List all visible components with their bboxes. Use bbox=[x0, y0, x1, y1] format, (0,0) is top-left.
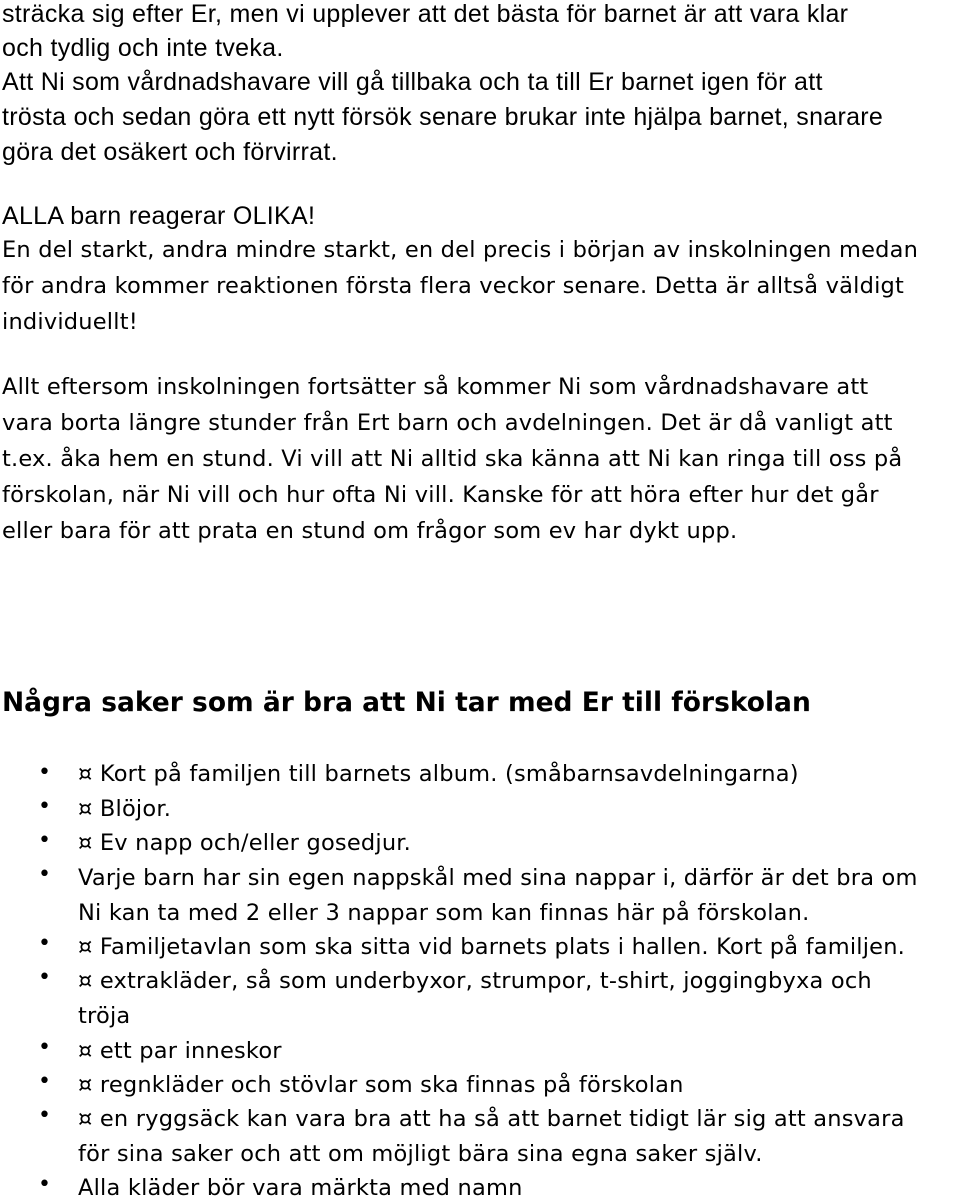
list-item-backpack: ¤ en ryggsäck kan vara bra att ha så att barnet tidigt lär sig att ansvara bbox=[78, 1106, 905, 1132]
reaction-line-2: för andra kommer reaktionen första flera veckor senare. Detta är alltså väldigt bbox=[2, 273, 905, 299]
alla-barn-line: ALLA barn reagerar OLIKA! bbox=[2, 202, 316, 230]
contact-line-3: t.ex. åka hem en stund. Vi vill att Ni alltid ska känna att Ni kan ringa till oss på bbox=[2, 446, 903, 472]
list-item-name-labels: Alla kläder bör vara märkta med namn bbox=[78, 1175, 523, 1201]
list-item-extra-clothes: ¤ extrakläder, så som underbyxor, strumpor, t-shirt, joggingbyxa och bbox=[78, 968, 872, 994]
list-item-rain-gear: ¤ regnkläder och stövlar som ska finnas på förskolan bbox=[78, 1072, 684, 1098]
contact-line-5: eller bara för att prata en stund om frågor som ev har dykt upp. bbox=[2, 518, 738, 544]
intro-line-1: sträcka sig efter Er, men vi upplever att det bästa för barnet är att vara klar bbox=[2, 0, 849, 28]
section-heading: Några saker som är bra att Ni tar med Er till förskolan bbox=[2, 687, 811, 718]
bullet-icon: • bbox=[38, 1172, 51, 1197]
reaction-line-3: individuellt! bbox=[2, 309, 138, 335]
list-item-extra-clothes-cont: tröja bbox=[78, 1003, 131, 1029]
list-item-card-album: ¤ Kort på familjen till barnets album. (småbarnsavdelningarna) bbox=[78, 761, 799, 787]
list-item-family-board: ¤ Familjetavlan som ska sitta vid barnets plats i hallen. Kort på familjen. bbox=[78, 934, 906, 960]
list-item-pacifier-bowl-cont: Ni kan ta med 2 eller 3 nappar som kan finnas här på förskolan. bbox=[78, 900, 810, 926]
contact-line-1: Allt eftersom inskolningen fortsätter så kommer Ni som vårdnadshavare att bbox=[2, 374, 869, 400]
list-item-pacifier: ¤ Ev napp och/eller gosedjur. bbox=[78, 830, 412, 856]
bullet-icon: • bbox=[38, 965, 51, 990]
intro-line-5: göra det osäkert och förvirrat. bbox=[2, 138, 338, 166]
bullet-icon: • bbox=[38, 1069, 51, 1094]
list-item-diapers: ¤ Blöjor. bbox=[78, 796, 172, 822]
contact-line-4: förskolan, när Ni vill och hur ofta Ni vill. Kanske för att höra efter hur det går bbox=[2, 482, 879, 508]
list-item-backpack-cont: för sina saker och att om möjligt bära sina egna saker själv. bbox=[78, 1141, 763, 1167]
list-item-indoor-shoes: ¤ ett par inneskor bbox=[78, 1038, 282, 1064]
bullet-icon: • bbox=[38, 1035, 51, 1060]
intro-line-2: och tydlig och inte tveka. bbox=[2, 34, 284, 62]
intro-line-4: trösta och sedan göra ett nytt försök senare brukar inte hjälpa barnet, snarare bbox=[2, 103, 884, 131]
bullet-icon: • bbox=[38, 1103, 51, 1128]
bullet-icon: • bbox=[38, 794, 51, 819]
contact-line-2: vara borta längre stunder från Ert barn och avdelningen. Det är då vanligt att bbox=[2, 410, 893, 436]
bullet-icon: • bbox=[38, 931, 51, 956]
bullet-icon: • bbox=[38, 760, 51, 785]
list-item-pacifier-bowl: Varje barn har sin egen nappskål med sina nappar i, därför är det bra om bbox=[78, 865, 918, 891]
intro-line-3: Att Ni som vårdnadshavare vill gå tillbaka och ta till Er barnet igen för att bbox=[2, 68, 823, 96]
bullet-icon: • bbox=[38, 862, 51, 887]
bullet-icon: • bbox=[38, 828, 51, 853]
reaction-line-1: En del starkt, andra mindre starkt, en del precis i början av inskolningen medan bbox=[2, 237, 919, 263]
